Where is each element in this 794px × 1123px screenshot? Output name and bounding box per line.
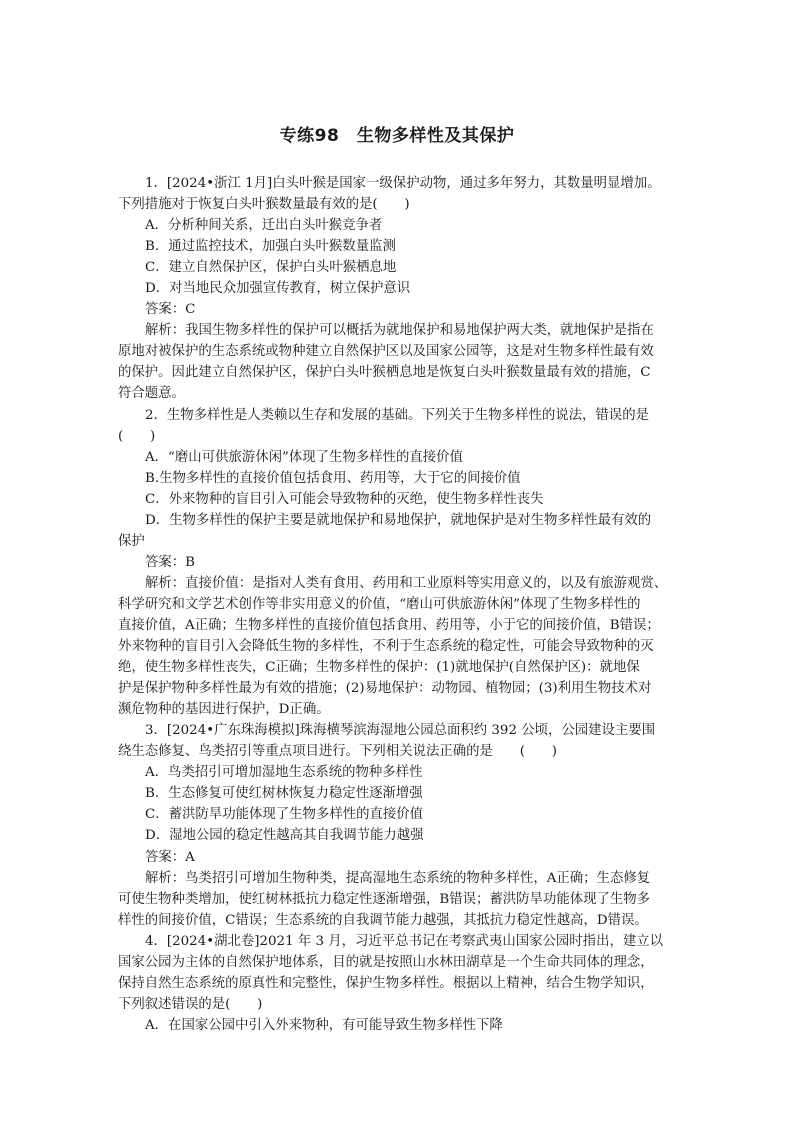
document-body	[118, 173, 680, 1036]
text-line: 绝，使生物多样性丧失，C正确；生物多样性的保护：(1)就地保护(自然保护区)：就地保	[118, 660, 640, 676]
text-line: 保持自然生态系统的原真性和完整性，保护生物多样性。根据以上精神，结合生物学知识，	[118, 975, 654, 991]
text-line: C．外来物种的盲目引入可能会导致物种的灭绝，使生物多样性丧失	[145, 491, 544, 507]
text-line: D．对当地民众加强宣传教育，树立保护意识	[145, 281, 411, 297]
text-line: 绕生态修复、鸟类招引等重点项目进行。下列相关说法正确的是 ( )	[118, 744, 557, 760]
text-line: 护是保护物种多样性最为有效的措施；(2)易地保护：动物园、植物园；(3)利用生物技术对	[118, 681, 652, 697]
text-line: 的保护。因此建立自然保护区，保护白头叶猴栖息地是恢复白头叶猴数量最有效的措施，C	[118, 365, 651, 381]
page-title: 专练98 生物多样性及其保护	[279, 126, 515, 146]
text-line: 下列措施对于恢复白头叶猴数量最有效的是( )	[118, 197, 410, 213]
text-line: 2．生物多样性是人类赖以生存和发展的基础。下列关于生物多样性的说法，错误的是	[145, 407, 649, 423]
text-line: D．湿地公园的稳定性越高其自我调节能力越强	[145, 828, 424, 844]
text-line: 答案：B	[145, 554, 196, 570]
text-line: B.生物多样性的直接价值包括食用、药用等，大于它的间接价值	[145, 470, 521, 486]
text-line: 可使生物种类增加，使红树林抵抗力稳定性逐渐增强，B错误；蓄洪防旱功能体现了生物多	[118, 891, 651, 907]
text-line: 濒危物种的基因进行保护，D正确。	[118, 702, 330, 718]
text-line: 保护	[118, 533, 145, 549]
text-line: 解析：我国生物多样性的保护可以概括为就地保护和易地保护两大类，就地保护是指在	[145, 323, 654, 339]
text-line: 外来物种的盲目引入会降低生物的多样性，不利于生态系统的稳定性，可能会导致物种的灭	[118, 639, 654, 655]
text-line: 4．[2024•湖北卷]2021 年 3 月，习近平总书记在考察武夷山国家公园时指出，建立以	[145, 933, 664, 949]
text-line: A．分析种间关系，迁出白头叶猴竞争者	[145, 218, 383, 234]
text-line: C．蓄洪防旱功能体现了生物多样性的直接价值	[145, 807, 424, 823]
text-line: 1．[2024•浙江 1月]白头叶猴是国家一级保护动物，通过多年努力，其数量明显增加。	[145, 176, 661, 191]
text-line: 原地对被保护的生态系统或物种建立自然保护区以及国家公园等，这是对生物多样性最有效	[118, 344, 654, 360]
text-line: B．生态修复可使红树林恢复力稳定性逐渐增强	[145, 786, 423, 802]
text-line: 下列叙述错误的是( )	[118, 996, 263, 1012]
text-line: 国家公园为主体的自然保护地体系，目的就是按照山水林田湖草是一个生命共同体的理念，	[118, 954, 654, 970]
text-line: 3．[2024•广东珠海模拟]珠海横琴滨海湿地公园总面积约 392 公顷，公园建设主要围	[145, 723, 656, 739]
text-line: ( )	[118, 428, 156, 444]
text-line: 符合题意。	[118, 386, 185, 402]
text-line: A．鸟类招引可增加湿地生态系统的物种多样性	[145, 765, 423, 781]
text-line: 解析：直接价值：是指对人类有食用、药用和工业原料等实用意义的，以及有旅游观赏、	[145, 575, 668, 591]
text-line: 答案：C	[145, 302, 196, 318]
text-line: B．通过监控技术，加强白头叶猴数量监测	[145, 239, 396, 255]
text-line: 解析：鸟类招引可增加生物种类，提高湿地生态系统的物种多样性，A正确；生态修复	[145, 870, 651, 886]
text-line: 直接价值，A正确；生物多样性的直接价值包括食用、药用等，小于它的间接价值，B错误；	[118, 617, 660, 633]
text-line: A．“磨山可供旅游休闲”体现了生物多样性的直接价值	[145, 449, 463, 465]
text-line: 答案：A	[145, 849, 195, 865]
text-line: 科学研究和文学艺术创作等非实用意义的价值，“磨山可供旅游休闲”体现了生物多样性的	[118, 596, 641, 612]
text-line: A．在国家公园中引入外来物种，有可能导致生物多样性下降	[145, 1017, 503, 1033]
text-line: C．建立自然保护区，保护白头叶猴栖息地	[145, 260, 397, 276]
text-line: 样性的间接价值，C错误；生态系统的自我调节能力越强，其抵抗力稳定性越高，D错误。	[118, 912, 648, 928]
text-line: D．生物多样性的保护主要是就地保护和易地保护，就地保护是对生物多样性最有效的	[145, 512, 652, 528]
